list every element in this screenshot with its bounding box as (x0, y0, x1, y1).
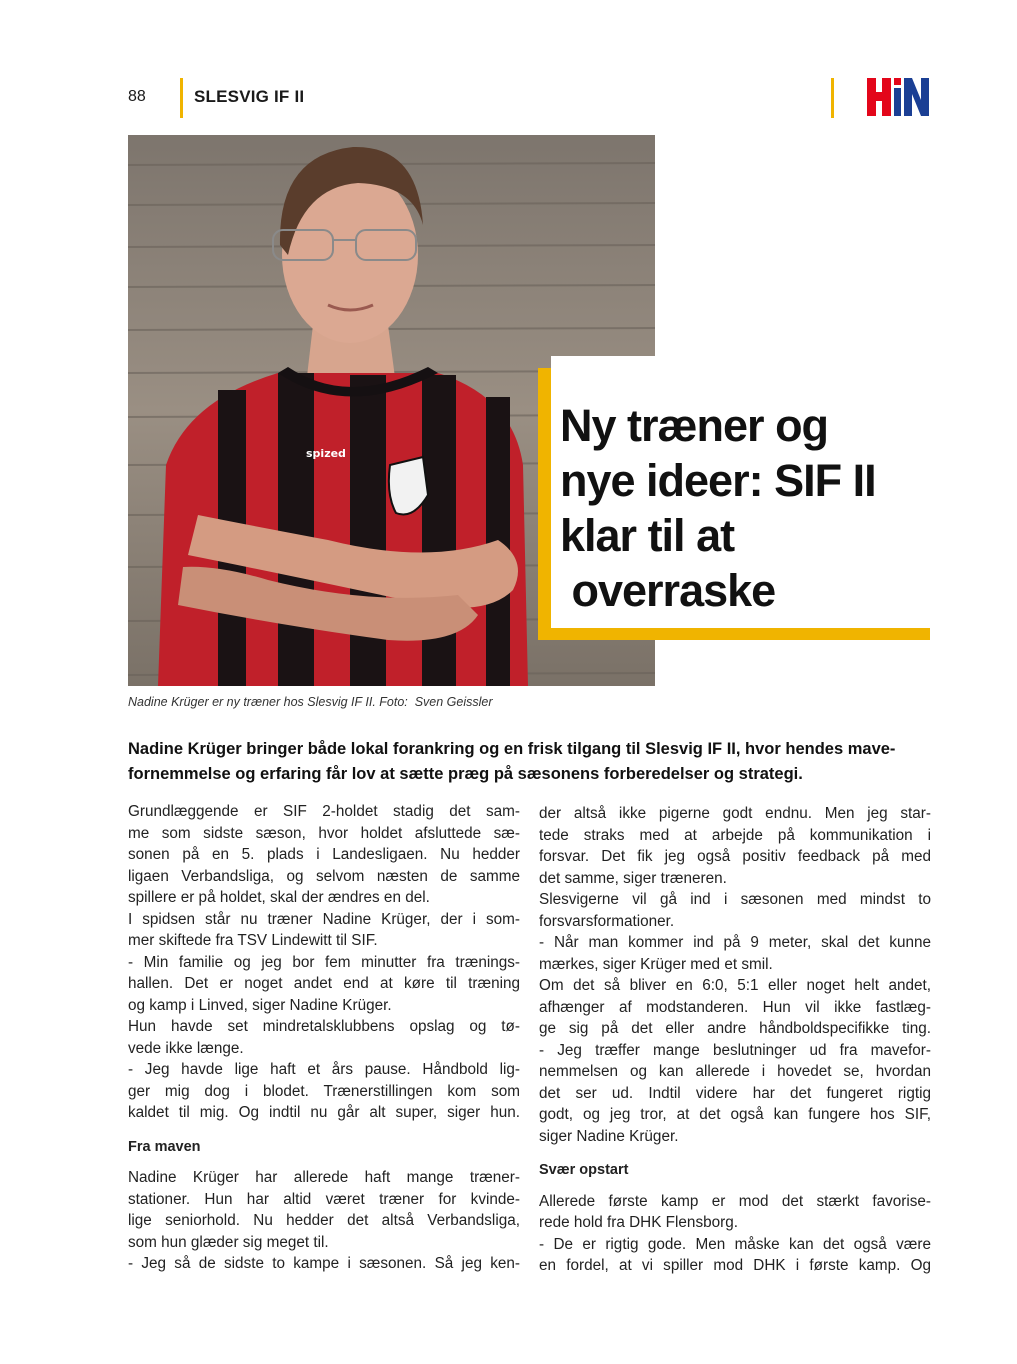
body-line: forsvar. Det fik jeg også positiv feedback på med (539, 848, 931, 865)
body-line: me som sidste sæson, hvor holdet afsluttede sæ- (128, 824, 520, 842)
body-line: afhænger af modstanderen. Hun vil ikke fastlæg- (539, 998, 931, 1016)
article-lead (128, 737, 933, 787)
body-line: godt, og jeg tror, at det også kan fungere hos SIF, (539, 1106, 931, 1123)
body-line: nemmelsen og kan allerede i hovedet se, hvordan (539, 1063, 931, 1080)
body-line: sonen på en 5. plads i Landesligaen. Nu hedder (128, 846, 520, 863)
body-line: rede hold fra DHK Flensborg. (539, 1214, 738, 1231)
body-line: Slesvigerne vil gå ind i sæsonen med mindst to (539, 891, 931, 908)
body-line: Om det så bliver en 6:0, 5:1 eller noget helt andet, (539, 977, 931, 994)
body-line: ger mig dog i blodet. Trænerstillingen kom som (128, 1082, 520, 1100)
headline-line: klar til at (560, 510, 735, 561)
lead-line: Nadine Krüger bringer både lokal forankring og en frisk tilgang til Slesvig IF II, hvor hendes mave- (128, 740, 896, 758)
body-line: en fordel, at vi spiller mod DHK i første kamp. Og (539, 1257, 931, 1274)
headline-line: overraske (560, 565, 776, 616)
body-line: - Jeg så de sidste to kampe i sæsonen. Så jeg ken- (128, 1255, 520, 1272)
body-line: tede straks med at arbejde på kommunikation i (539, 826, 931, 844)
body-line: mer skiftede fra TSV Lindewitt til SIF. (128, 932, 378, 949)
body-line: lige seniorhold. Nu hedder det altså Verbandsliga, (128, 1212, 520, 1229)
body-line: forsvarsformationer. (539, 912, 675, 930)
headline-line: nye ideer: SIF II (560, 455, 876, 506)
body-line: spillere er på holdet, skal der ændres en del. (128, 889, 430, 906)
body-line: kaldet til mig. Og indtil nu går alt super, siger hun. (128, 1104, 520, 1121)
body-line: vede ikke længe. (128, 1039, 244, 1057)
subheading: Svær opstart (539, 1162, 629, 1178)
body-line: Grundlæggende er SIF 2-holdet stadig det sam- (128, 803, 520, 820)
body-line: mærkes, siger Krüger med et smil. (539, 955, 773, 973)
body-line: - Jeg træffer mange beslutninger ud fra mavefor- (539, 1041, 931, 1059)
body-line: siger Nadine Krüger. (539, 1127, 679, 1145)
body-line: Allerede første kamp er mod det stærkt favorise- (539, 1192, 931, 1210)
body-line: hallen. Det er noget andet end at køre til træning (128, 975, 520, 992)
page-number: 88 (128, 88, 146, 105)
subheading: Fra maven (128, 1138, 201, 1155)
body-line: - Når man kommer ind på 9 meter, skal det kunne (539, 934, 931, 951)
body-line: det ser ud. Indtil videre har det fungeret rigtig (539, 1084, 931, 1102)
lead-line: fornemmelse og erfaring får lov at sætte præg på sæsonens forberedelser og strategi. (128, 765, 803, 783)
body-line: Nadine Krüger har allerede haft mange træner- (128, 1169, 520, 1186)
body-line: ligaen Verbandsliga, og selvom næsten de samme (128, 867, 520, 885)
body-line: - De er rigtig gode. Men måske kan det også være (539, 1235, 931, 1253)
article-headline (560, 398, 930, 618)
section-title: SLESVIG IF II (194, 87, 305, 106)
body-line: Hun havde set mindretalsklubbens opslag og tø- (128, 1018, 520, 1035)
hin-logo (866, 76, 930, 118)
body-line: - Min familie og jeg bor fem minutter fra trænings- (128, 953, 520, 971)
body-line: det samme, siger træneren. (539, 869, 727, 887)
body-line: som hun glæder sig meget til. (128, 1233, 329, 1251)
body-line: stationer. Hun har altid været træner for kvinde- (128, 1190, 520, 1208)
body-column-left (128, 801, 520, 1275)
header-divider (180, 78, 183, 118)
body-line: - Jeg havde lige haft et års pause. Håndbold lig- (128, 1061, 520, 1078)
jersey-sponsor: spized (306, 447, 346, 460)
logo-divider (831, 78, 834, 118)
body-line: ge sig på det eller andre håndboldspecifikke ting. (539, 1020, 931, 1037)
body-column-right (539, 803, 931, 1277)
body-line: og kamp i Linved, siger Nadine Krüger. (128, 996, 392, 1014)
headline-line: Ny træner og (560, 400, 829, 451)
body-line: der altså ikke pigerne godt endnu. Men jeg star- (539, 805, 931, 822)
photo-caption: Nadine Krüger er ny træner hos Slesvig IF II. Foto: Sven Geissler (128, 695, 493, 709)
body-line: I spidsen står nu træner Nadine Krüger, der i som- (128, 910, 520, 928)
